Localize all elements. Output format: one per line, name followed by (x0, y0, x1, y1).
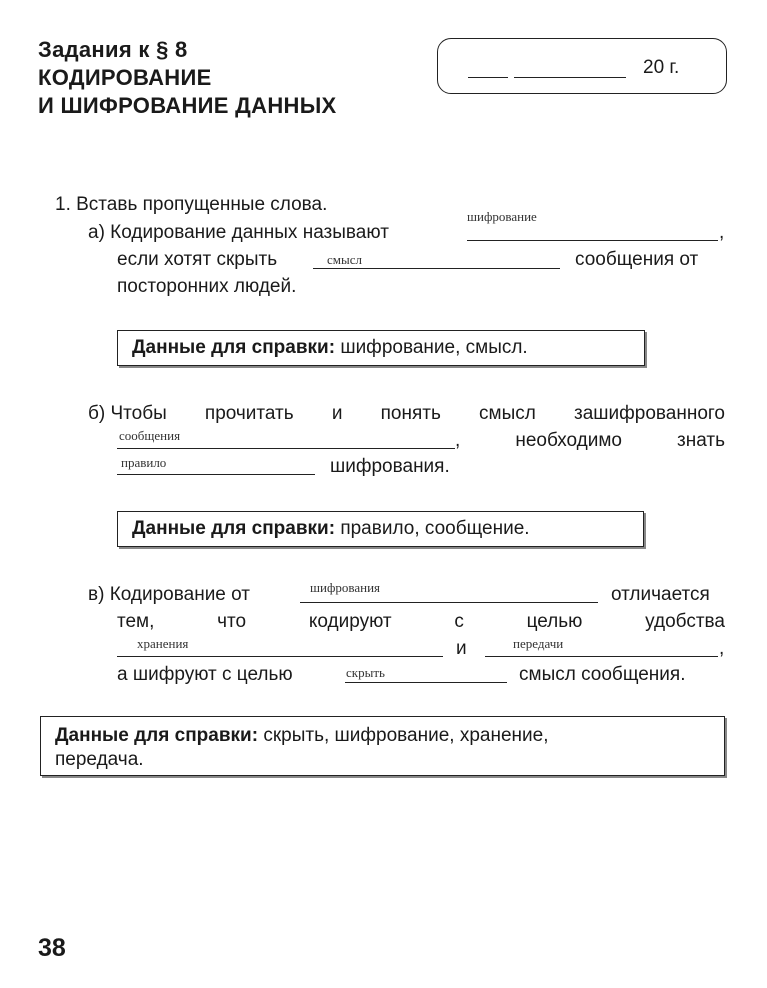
comma: , (719, 638, 725, 659)
hint-label: Данные для справки: (132, 337, 336, 358)
a-line2-start: если хотят скрыть (117, 249, 278, 270)
word: кодируют (308, 611, 392, 632)
page-title-line2: И ШИФРОВАНИЕ ДАННЫХ (38, 93, 337, 118)
c-and: и (456, 638, 467, 659)
c-answer2: хранения (137, 636, 189, 651)
b-answer1: сообщения (119, 428, 181, 443)
b-line3-end: шифрования. (330, 456, 450, 477)
word: прочитать (204, 403, 294, 424)
word: тем, (117, 611, 155, 632)
hint-words: правило, сообщение. (340, 518, 530, 539)
hint-box-c (40, 716, 725, 776)
hint-label: Данные для справки: (132, 518, 336, 539)
date-box (437, 38, 727, 94)
page-title-line1: КОДИРОВАНИЕ (38, 65, 212, 90)
b-blank2[interactable] (117, 474, 315, 475)
a-line1: а) Кодирование данных называют (88, 222, 389, 243)
b-line2-end (455, 430, 725, 452)
c-line4-end: смысл сообщения. (519, 664, 686, 685)
c-line4-start: а шифруют с целью (117, 664, 293, 685)
a-answer2: смысл (327, 252, 362, 267)
word: необходимо (515, 430, 622, 451)
a-line3: посторонних людей. (117, 276, 297, 297)
c-blank4[interactable] (345, 682, 507, 683)
word: целью (526, 611, 583, 632)
day-blank (468, 77, 508, 78)
word: знать (677, 430, 725, 451)
a-answer1: шифрование (467, 209, 537, 224)
page-number: 38 (38, 934, 66, 962)
hint-words: шифрование, смысл. (340, 337, 528, 358)
c-blank3[interactable] (485, 656, 718, 657)
c-blank2[interactable] (117, 656, 443, 657)
a-blank2[interactable] (313, 268, 560, 269)
c-blank1[interactable] (300, 602, 598, 603)
hint-box-b (117, 511, 644, 547)
word: что (217, 611, 247, 632)
b-line1 (88, 403, 725, 425)
comma: , (719, 222, 725, 243)
task-heading: 1. Вставь пропущенные слова. (55, 194, 328, 215)
word: понять (380, 403, 441, 424)
c-line1-start: в) Кодирование от (88, 584, 251, 605)
month-blank (514, 77, 626, 78)
word: , (455, 430, 461, 451)
word: и (331, 403, 343, 424)
a-line2-end: сообщения от (575, 249, 699, 270)
c-line1-end: отличается (611, 584, 710, 605)
hint-words: скрыть, шифрование, хранение, (263, 725, 549, 746)
hint-label: Данные для справки: (55, 725, 259, 746)
word: смысл (479, 403, 536, 424)
b-blank1[interactable] (117, 448, 455, 449)
c-answer1: шифрования (310, 580, 381, 595)
a-blank1[interactable] (467, 240, 718, 241)
c-answer3: передачи (513, 636, 564, 651)
hint-box-a (117, 330, 645, 366)
c-answer4: скрыть (346, 665, 385, 680)
word: зашифрованного (573, 403, 725, 424)
section-label: Задания к § 8 (38, 37, 188, 62)
hint-words-2: передача. (55, 749, 144, 770)
year-suffix: 20 г. (643, 57, 680, 78)
word: с (454, 611, 464, 632)
word: удобства (645, 611, 725, 632)
word: б) Чтобы (88, 403, 167, 424)
c-line2 (117, 611, 725, 633)
b-answer2: правило (121, 455, 167, 470)
